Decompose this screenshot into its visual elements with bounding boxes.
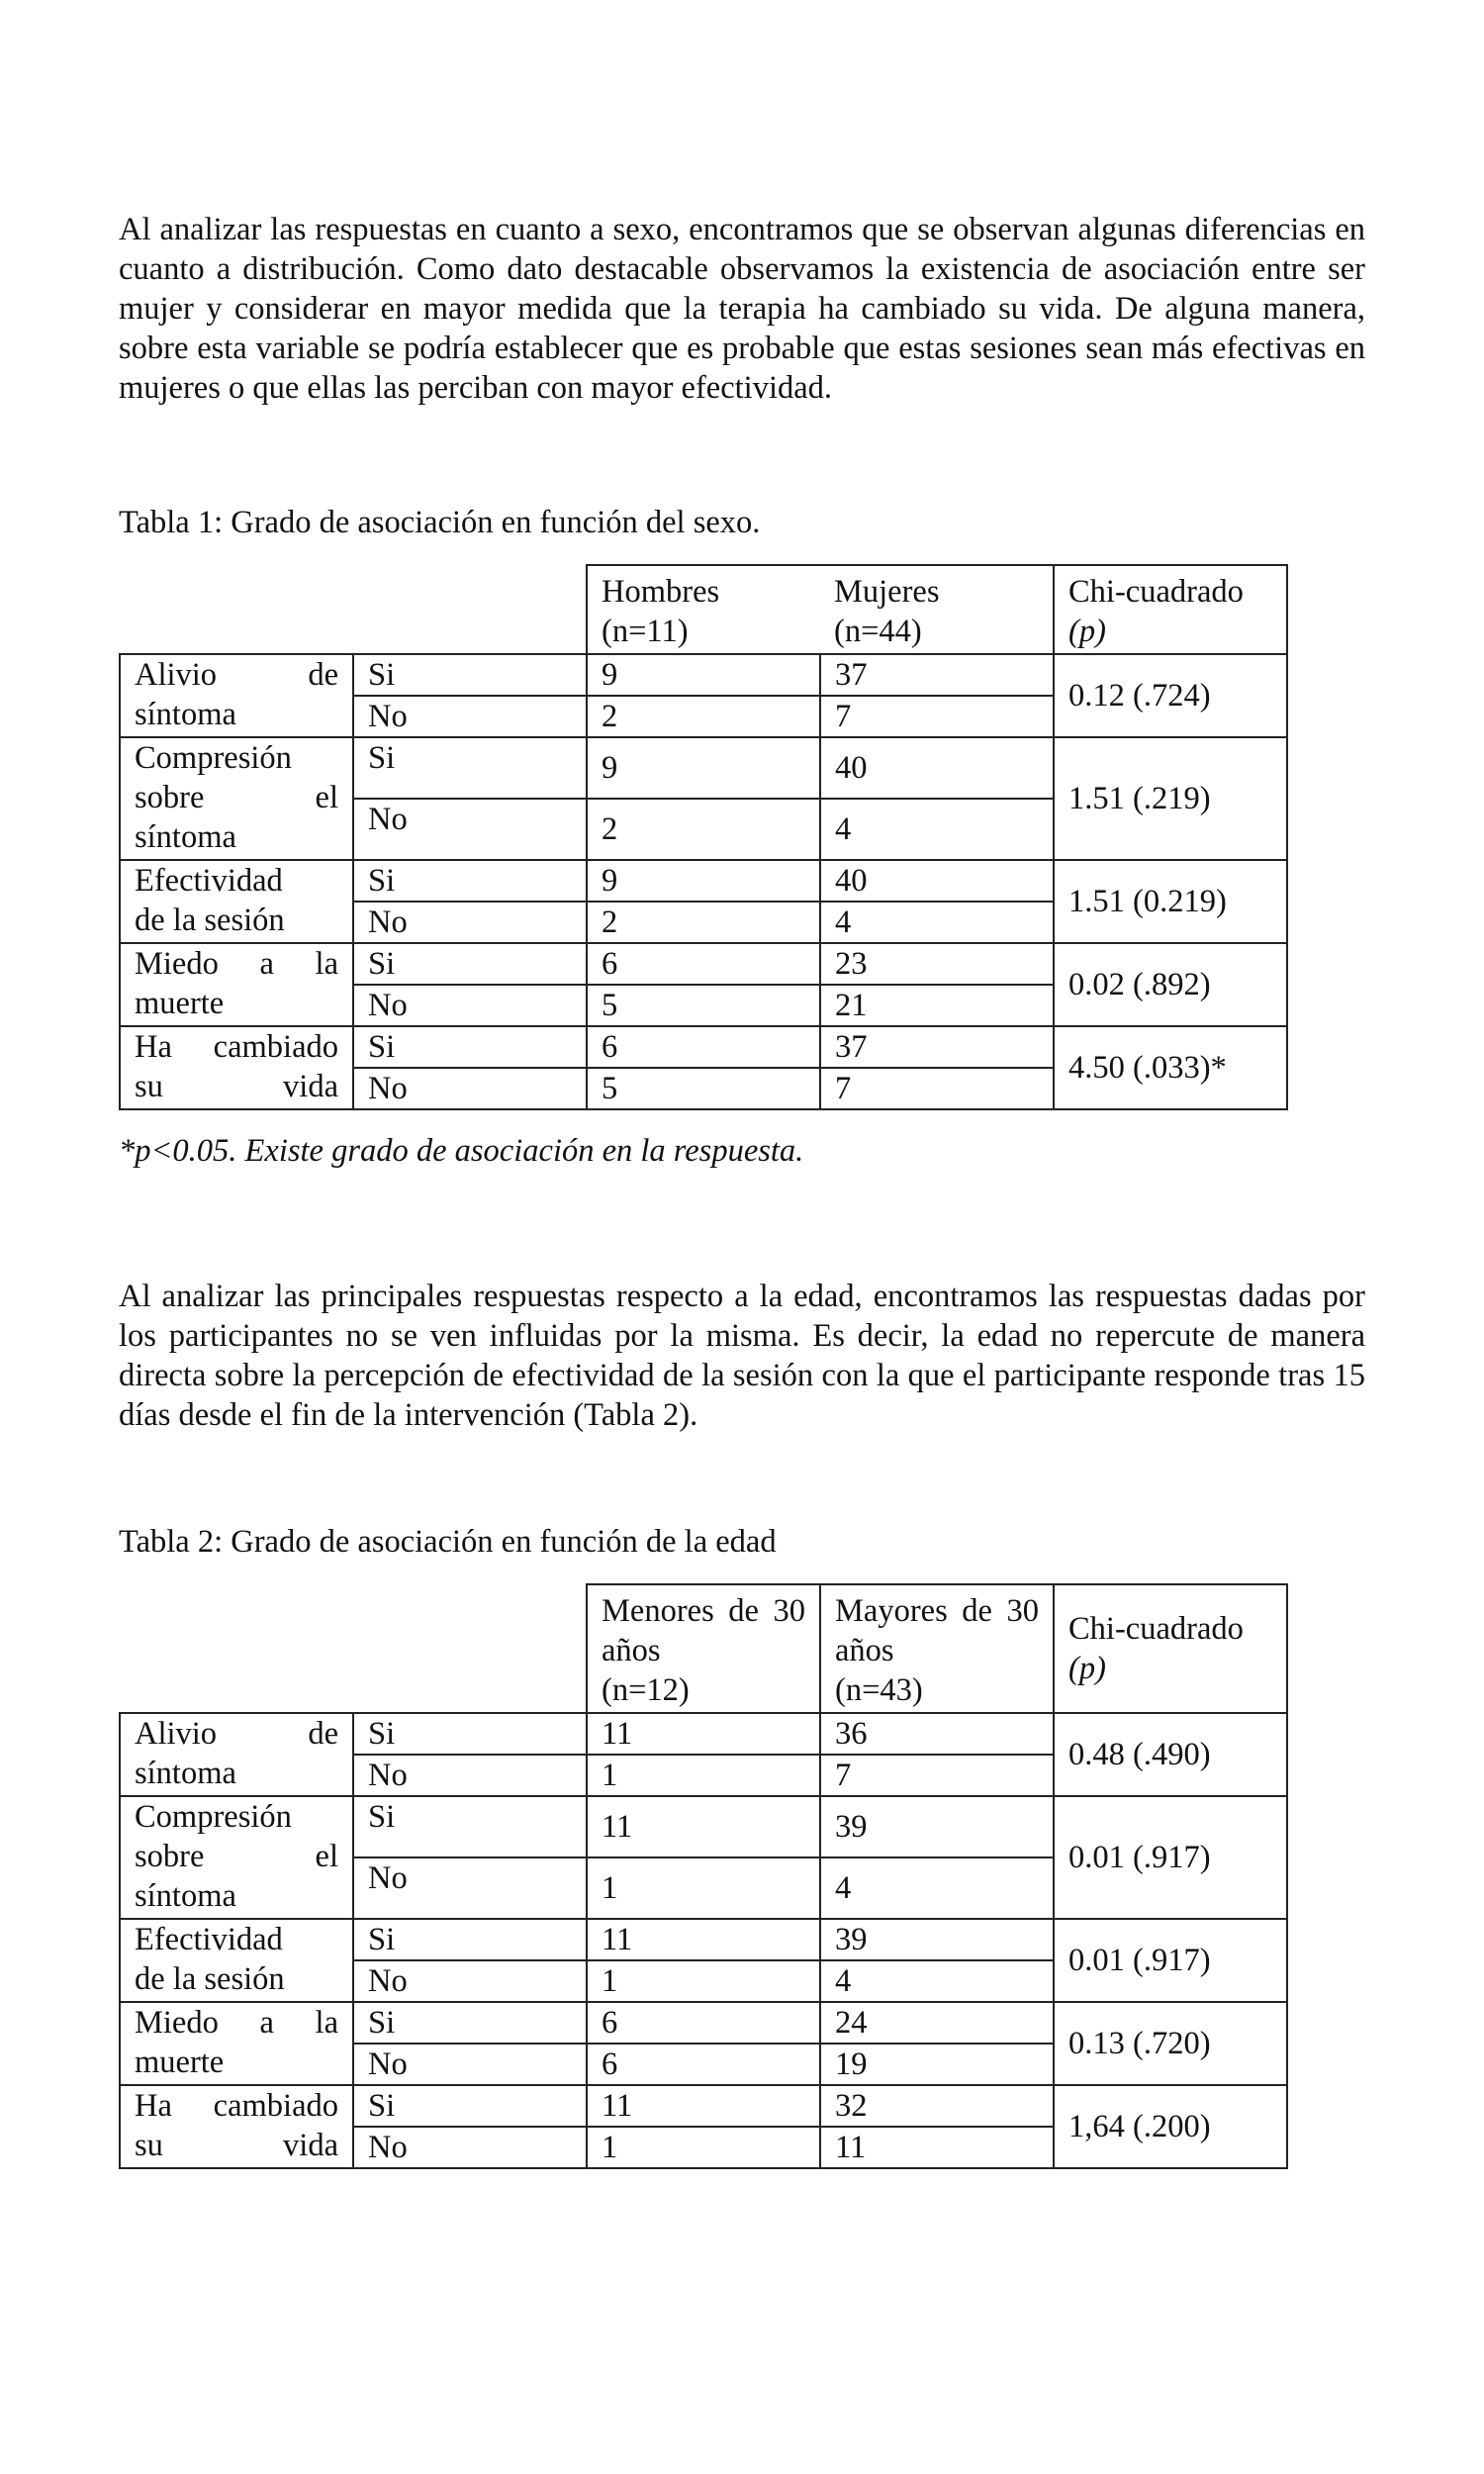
table-row: No 1 4 xyxy=(120,1960,1287,2002)
table1-header-mujeres: Mujeres (n=44) xyxy=(820,565,1054,654)
table2-chi-value: 0.48 (.490) xyxy=(1054,1713,1287,1796)
table1-row-label: Miedo a la muerte xyxy=(120,943,353,1026)
table1-header-hombres: Hombres (n=11) xyxy=(587,565,820,654)
table-row: No 1 11 xyxy=(120,2127,1287,2168)
table-row: Miedo a la muerte Si 6 24 0.13 (.720) xyxy=(120,2002,1287,2044)
table-row: Compresión sobre el síntoma Si 9 40 1.51 (.219) xyxy=(120,737,1287,799)
table2-header-menores: Menores de 30 años (n=12) xyxy=(587,1584,820,1713)
table2-header-mayores: Mayores de 30 años (n=43) xyxy=(820,1584,1054,1713)
table-row: Efectividad de la sesión Si 11 39 0.01 (.917) xyxy=(120,1919,1287,1960)
table-row: No 2 4 xyxy=(120,799,1287,860)
table2-row-label: Miedo a la muerte xyxy=(120,2002,353,2085)
paragraph-sex-analysis: Al analizar las respuestas en cuanto a sexo, encontramos que se observan algunas diferencias en cuanto a distribución. Como dato destacable observamos la existencia de asociación entre ser mujer y considerar en mayor medida que la terapia ha cambiado su vida. De alguna manera, sobre esta variable se podría establecer que es probable que estas sesiones sean más efectivas en mujeres o que ellas las perciban con mayor efectividad. xyxy=(119,212,1365,406)
table-row: No 5 21 xyxy=(120,985,1287,1026)
table1-row-label: Ha cambiado su vida xyxy=(120,1026,353,1109)
table1-chi-value: 0.02 (.892) xyxy=(1054,943,1287,1026)
table2-header-row xyxy=(120,1584,1287,1713)
table-row: Compresión sobre el síntoma Si 11 39 0.01 (.917) xyxy=(120,1796,1287,1857)
table-row: Alivio de síntoma Si 11 36 0.48 (.490) xyxy=(120,1713,1287,1755)
table-row: Alivio de síntoma Si 9 37 0.12 (.724) xyxy=(120,654,1287,696)
table2-chi-value: 0.01 (.917) xyxy=(1054,1796,1287,1919)
table1-chi-value: 1.51 (.219) xyxy=(1054,737,1287,860)
table1-chi-value: 0.12 (.724) xyxy=(1054,654,1287,737)
table-row: No 2 4 xyxy=(120,902,1287,943)
table-row: No 1 4 xyxy=(120,1857,1287,1919)
table2-row-label: Alivio de síntoma xyxy=(120,1713,353,1796)
table2-row-label: Ha cambiado su vida xyxy=(120,2085,353,2168)
table2 xyxy=(119,1583,1288,2169)
table-row: Ha cambiado su vida Si 6 37 4.50 (.033)* xyxy=(120,1026,1287,1068)
table-row: No 1 7 xyxy=(120,1755,1287,1796)
table1-note: *p<0.05. Existe grado de asociación en la respuesta. xyxy=(119,1133,804,1169)
table1 xyxy=(119,564,1288,1110)
table1-row-label: Compresión sobre el síntoma xyxy=(120,737,353,860)
table1-caption: Tabla 1: Grado de asociación en función del sexo. xyxy=(119,505,761,540)
table-row: Miedo a la muerte Si 6 23 0.02 (.892) xyxy=(120,943,1287,985)
table1-row-label: Efectividad de la sesión xyxy=(120,860,353,943)
table2-chi-value: 0.01 (.917) xyxy=(1054,1919,1287,2002)
table-row: No 2 7 xyxy=(120,696,1287,737)
paragraph-age-analysis: Al analizar las principales respuestas respecto a la edad, encontramos las respuestas dadas por los participantes no se ven influidas por la misma. Es decir, la edad no repercute de manera directa sobre la percepción de efectividad de la sesión con la que el participante responde tras 15 días desde el fin de la intervención (Tabla 2). xyxy=(119,1279,1365,1433)
table2-chi-value: 0.13 (.720) xyxy=(1054,2002,1287,2085)
table1-header-row xyxy=(120,565,1287,654)
table1-header-chi: Chi-cuadrado (p) xyxy=(1054,565,1287,654)
table-row: No 5 7 xyxy=(120,1068,1287,1109)
table1-row-label: Alivio de síntoma xyxy=(120,654,353,737)
table2-chi-value: 1,64 (.200) xyxy=(1054,2085,1287,2168)
table2-row-label: Compresión sobre el síntoma xyxy=(120,1796,353,1919)
table-row: Efectividad de la sesión Si 9 40 1.51 (0.219) xyxy=(120,860,1287,902)
table2-caption: Tabla 2: Grado de asociación en función de la edad xyxy=(119,1524,777,1560)
table2-header-chi: Chi-cuadrado (p) xyxy=(1054,1584,1287,1713)
table-row: No 6 19 xyxy=(120,2044,1287,2085)
table1-chi-value: 4.50 (.033)* xyxy=(1054,1026,1287,1109)
table2-row-label: Efectividad de la sesión xyxy=(120,1919,353,2002)
table-row: Ha cambiado su vida Si 11 32 1,64 (.200) xyxy=(120,2085,1287,2127)
table1-chi-value: 1.51 (0.219) xyxy=(1054,860,1287,943)
